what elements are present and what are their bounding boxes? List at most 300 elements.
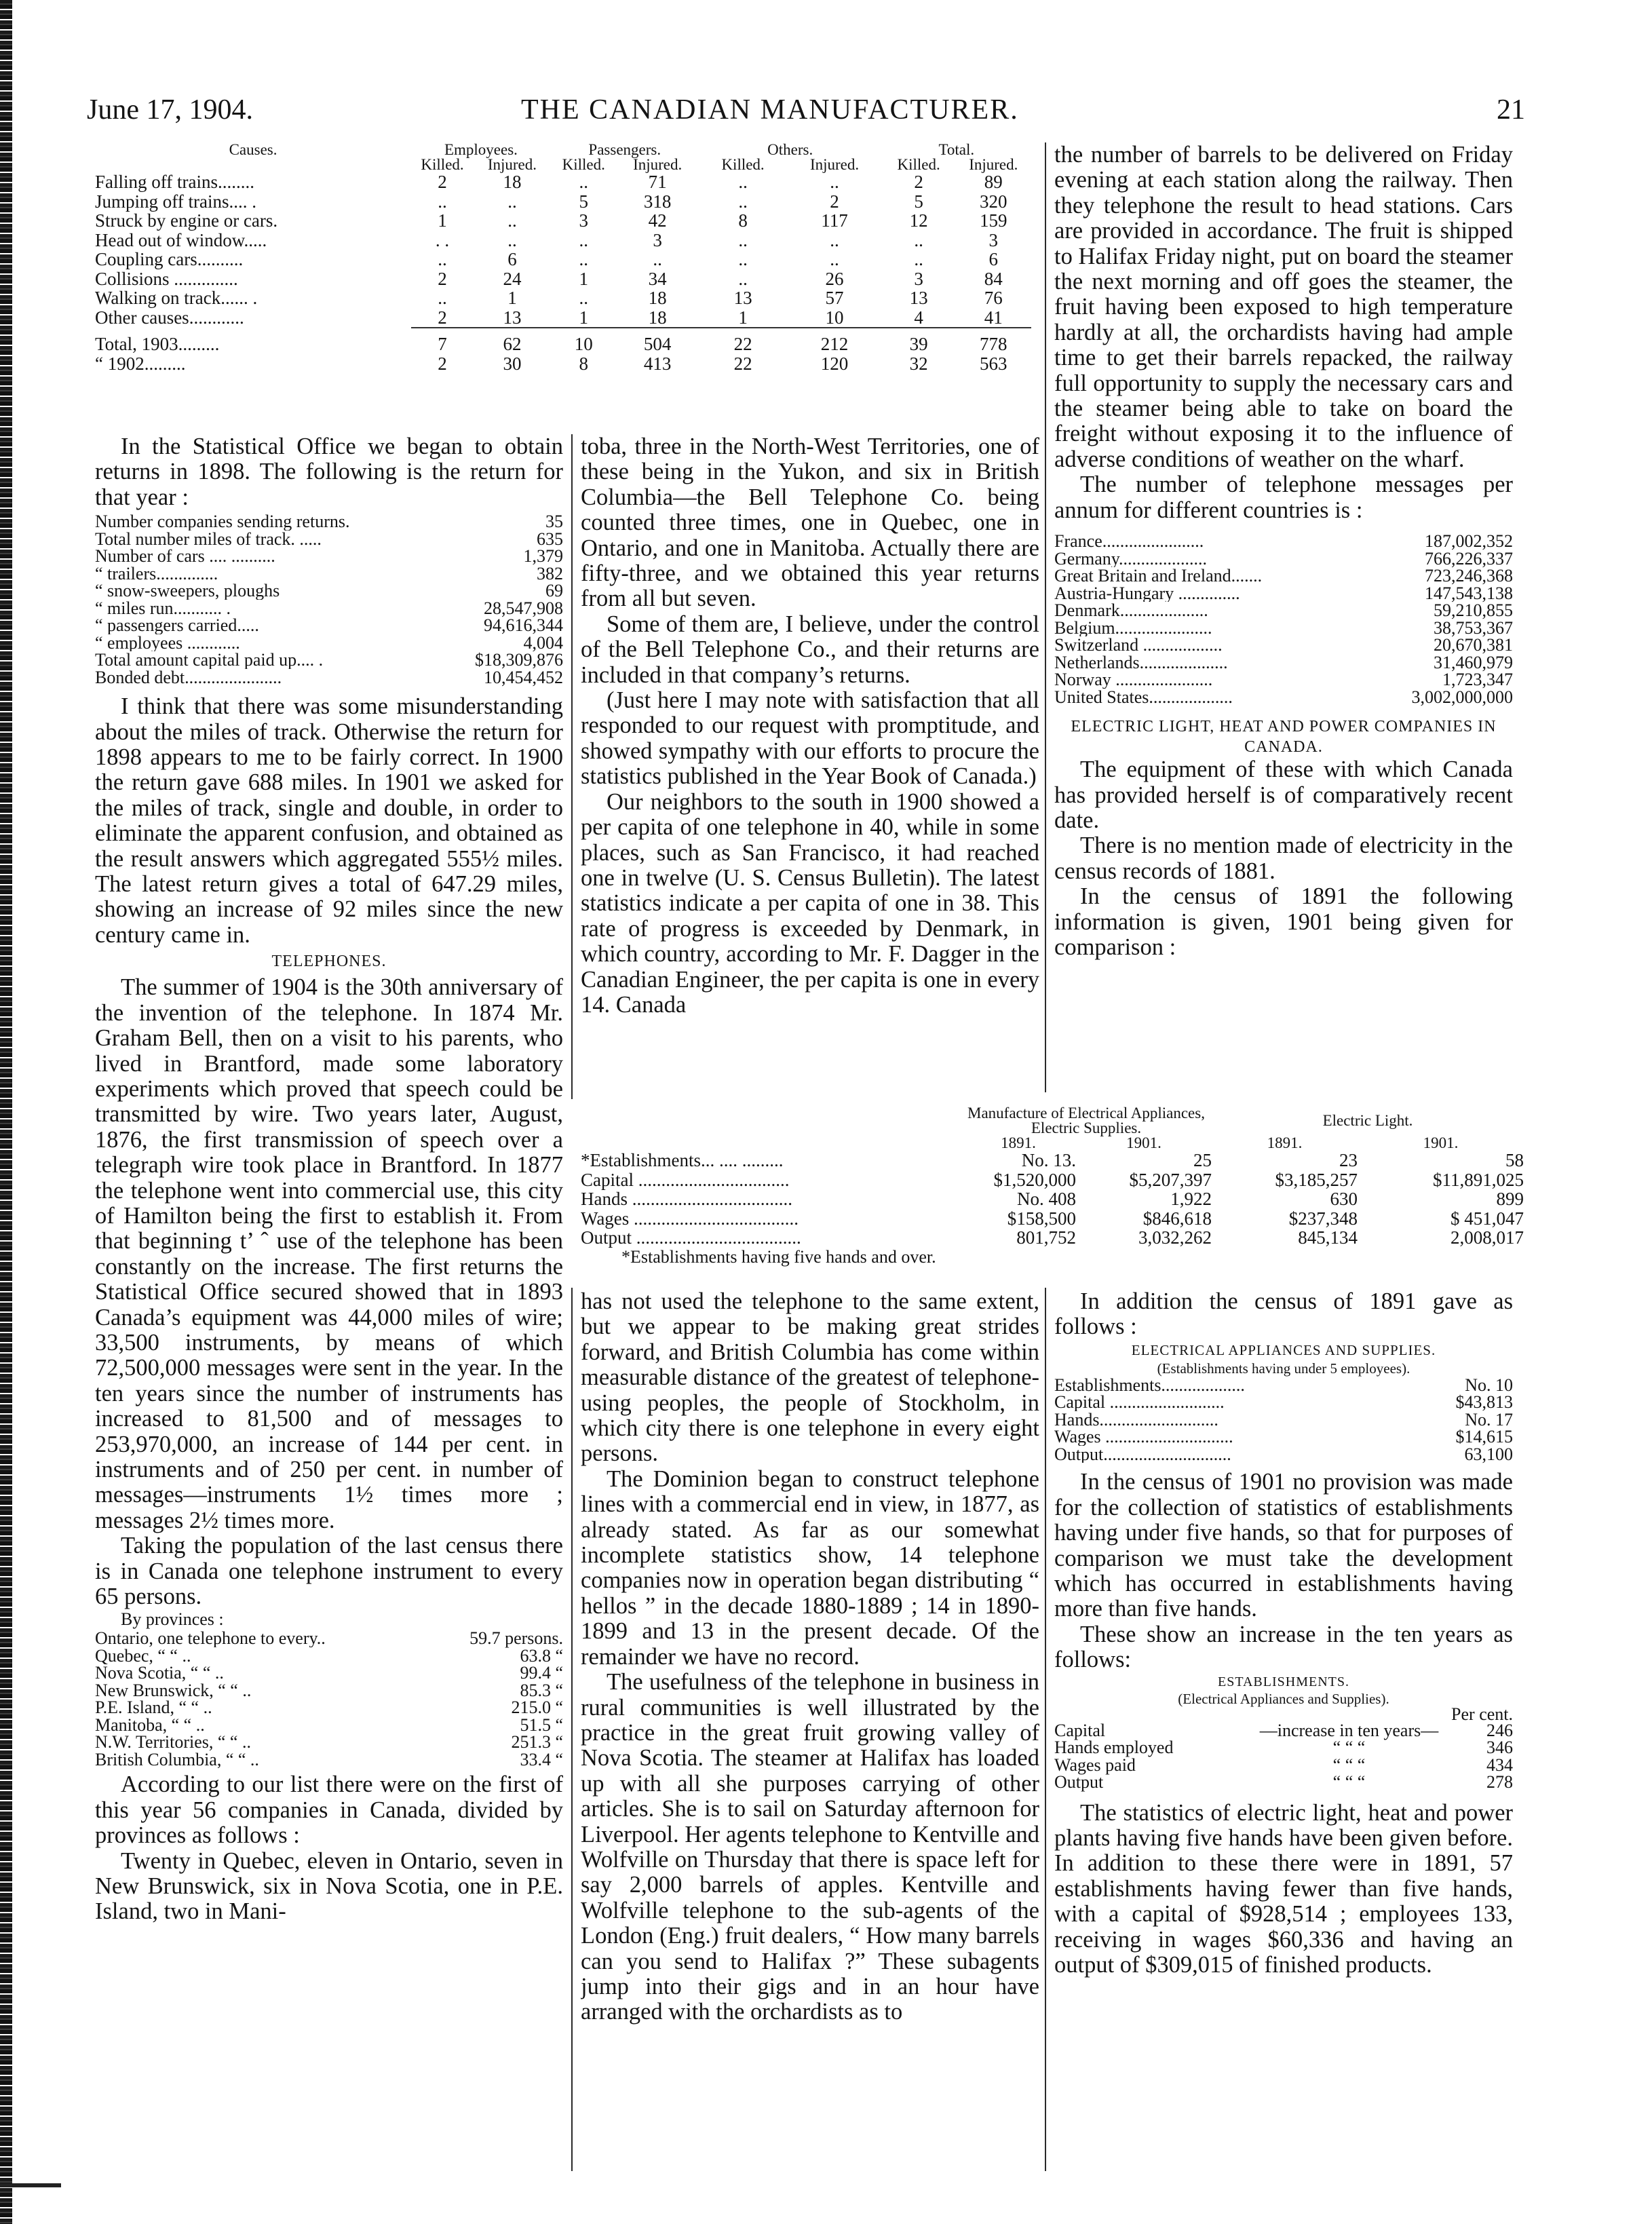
cell: $11,891,025	[1433, 1169, 1524, 1190]
item-value: 35	[545, 512, 563, 532]
paragraph: The Dominion began to construct telephone lines with a commercial end in view, in 1877, as already stated. As far as our somewhat incomplete statistics show, 14 telephone companies now in operation began distributing “ hellos ” in the decade 1880-1889 ; 14 in 1890-1899 and 13 in the present decade. Of the remainder we have no record.	[581, 1465, 1039, 1670]
cell: 13	[503, 307, 522, 328]
col-head: Total.	[938, 141, 975, 158]
province-label: Quebec, “ “ ..	[95, 1647, 191, 1665]
sub-head: Injured.	[487, 156, 537, 173]
cell: $1,520,000	[993, 1169, 1076, 1190]
cell: “ “ “	[1332, 1738, 1366, 1758]
list-item	[1054, 689, 1513, 706]
sub-head: Injured.	[633, 156, 683, 173]
item-label: Capital ..........................	[1054, 1394, 1225, 1411]
item-label: Output.............................	[1054, 1445, 1231, 1463]
row-label: Hands ...................................	[581, 1189, 792, 1209]
paragraph: I think that there was some misunderstanding about the miles of track. Otherwise the return for 1898 appears to me to be fairly correct. In 1900 the return gave 688 miles. In 1901 we asked for the miles of track, single and double, in order to eliminate the apparent confusion, and obtained as the result answers which aggregated 555½ miles. The latest return gives a total of 647.29 miles, showing an increase of 92 miles since the new century came in.	[95, 693, 563, 948]
province-value: 215.0 “	[511, 1698, 563, 1718]
cell: No. 13.	[1021, 1150, 1076, 1170]
item-value: 69	[545, 581, 563, 601]
sub-head: Killed.	[897, 156, 940, 173]
increase-row	[1054, 1722, 1513, 1740]
page-edge-scan	[0, 0, 12, 2224]
group-head: Electric Light.	[1322, 1112, 1413, 1129]
paragraph: Our neighbors to the south in 1900 showed a per capita of one telephone in 40, while in some places, such as San Francisco, it had reached one in twelve (U. S. Census Bulletin). The latest statistics indicate a per capita of one in 38. This rate of progress is exceeded by Denmark, in which country, according to Mr. F. Dagger in the Canadian Engineer, the per capita is one in every 14. Canada	[581, 788, 1039, 1018]
cell: ..	[830, 249, 839, 269]
item-value: 1,723,347	[1442, 670, 1513, 690]
item-value: 28,547,908	[484, 598, 563, 618]
cell: 22	[733, 334, 752, 354]
scan-artifact	[0, 2183, 61, 2187]
item-value: 31,460,979	[1434, 652, 1513, 672]
item-label: Number of cars .... ..........	[95, 548, 275, 565]
row-label: Output	[1054, 1772, 1104, 1792]
cell: 26	[825, 268, 844, 289]
item-label: Norway ......................	[1054, 671, 1213, 689]
cell: 30	[503, 353, 522, 374]
column-rule	[571, 434, 573, 1099]
header-date: June 17, 1904.	[87, 94, 253, 126]
list-item	[95, 651, 563, 669]
item-value: No. 10	[1465, 1375, 1513, 1395]
cell: ..	[579, 229, 588, 250]
province-row	[95, 1630, 563, 1647]
cell: ..	[830, 172, 839, 192]
item-label: Netherlands....................	[1054, 653, 1228, 672]
province-row	[95, 1733, 563, 1751]
cell: ..	[507, 191, 517, 212]
table-heading: ELECTRICAL APPLIANCES AND SUPPLIES.	[1131, 1341, 1436, 1358]
item-label: United States...................	[1054, 688, 1233, 706]
cell: ..	[914, 249, 923, 269]
item-label: Belgium......................	[1054, 619, 1212, 637]
item-value: $43,813	[1455, 1392, 1513, 1413]
table-row	[581, 1228, 1524, 1248]
cell: $3,185,257	[1275, 1169, 1358, 1190]
sub-head: Killed.	[562, 156, 605, 173]
item-value: 10,454,452	[484, 667, 563, 687]
sub-head: Killed.	[721, 156, 765, 173]
table-row	[95, 288, 1031, 308]
header-title: THE CANADIAN MANUFACTURER.	[521, 94, 1019, 126]
electrical-rows	[581, 1151, 1524, 1248]
table-subheading: (Electrical Appliances and Supplies).	[1178, 1690, 1389, 1707]
cell: 3	[579, 210, 588, 231]
cell: 41	[984, 307, 1003, 328]
list-item	[95, 669, 563, 687]
cell: 42	[648, 210, 667, 231]
table-row	[581, 1189, 1524, 1209]
causes-rows	[95, 172, 1031, 328]
electrical-census-table	[581, 1106, 1524, 1267]
list-item	[1054, 550, 1513, 568]
province-label: Nova Scotia, “ “ ..	[95, 1664, 224, 1682]
province-label: New Brunswick, “ “ ..	[95, 1681, 252, 1700]
cell: 71	[648, 172, 667, 192]
cell: 18	[503, 172, 522, 192]
list-item	[95, 582, 563, 600]
table-row	[581, 1151, 1524, 1170]
paragraph: According to our list there were on the first of this year 56 companies in Canada, divided by provinces as follows :	[95, 1771, 563, 1849]
sub-head: Injured.	[809, 156, 860, 173]
item-label: “ snow-sweepers, ploughs	[95, 582, 280, 600]
cell: 346	[1486, 1738, 1513, 1758]
item-label: Wages .............................	[1054, 1428, 1233, 1446]
table-row	[95, 192, 1031, 212]
province-row	[95, 1751, 563, 1769]
table-row	[95, 231, 1031, 250]
list-item	[1054, 1377, 1513, 1394]
cell: 246	[1486, 1720, 1513, 1740]
running-header	[87, 94, 1525, 134]
cell: 630	[1330, 1189, 1358, 1209]
province-value: 33.4 “	[520, 1749, 563, 1769]
cell: 5	[579, 191, 588, 212]
cell: ..	[914, 229, 923, 250]
item-value: 187,002,352	[1425, 531, 1513, 552]
item-label: France.......................	[1054, 533, 1204, 550]
cell: ..	[738, 249, 748, 269]
table-row	[581, 1209, 1524, 1229]
cell: ..	[438, 249, 447, 269]
cell: 2	[438, 307, 447, 328]
cell: —increase in ten years—	[1259, 1720, 1439, 1740]
province-label: British Columbia, “ “ ..	[95, 1750, 259, 1769]
item-label: Switzerland ..................	[1054, 636, 1223, 654]
accident-causes-table	[95, 142, 1031, 373]
item-value: No. 17	[1465, 1409, 1513, 1430]
paragraph: The number of telephone messages per annum for different countries is :	[1054, 472, 1513, 523]
item-label: Germany....................	[1054, 550, 1208, 568]
cell: 3,032,262	[1138, 1227, 1212, 1248]
paragraph: In addition the census of 1891 gave as follows :	[1054, 1289, 1513, 1340]
paragraph: The usefulness of the telephone in business in rural communities is well illustrated by the practice in the great fruit growing valley of Nova Scotia. The steamer at Halifax has loaded up with all she purposes carrying of other articles. She is to sail on Saturday afternoon for Liverpool. Her agents telephone to Kentville and Wolfville on Thursday that there is space left for say 2,000 barrels of apples. Kentville and Wolfville telephone to the sub-agents of the London (Eng.) fruit dealers, “ How many barrels can you send to Halifax ?” These subagents jump into their gigs and in an hour have arranged with the orchardists as to	[581, 1669, 1039, 2025]
section-heading: TELEPHONES.	[271, 953, 387, 971]
cell: 1,922	[1170, 1189, 1212, 1209]
row-label: Walking on track...... .	[95, 288, 258, 308]
item-label: Austria-Hungary ..............	[1054, 584, 1240, 602]
cell: 76	[984, 288, 1003, 308]
cell: 2	[438, 172, 447, 192]
paragraph: There is no mention made of electricity in the census records of 1881.	[1054, 832, 1513, 884]
cell: 1	[579, 268, 588, 289]
increase-row	[1054, 1774, 1513, 1791]
cell: 320	[980, 191, 1007, 212]
column-2-bottom	[581, 1289, 1039, 2178]
cell: 413	[643, 353, 672, 374]
item-value: 3,002,000,000	[1411, 687, 1513, 707]
cell: ..	[738, 191, 748, 212]
column-rule	[1045, 142, 1046, 1092]
list-item	[1054, 533, 1513, 550]
cell: ..	[738, 172, 748, 192]
paragraph: Some of them are, I believe, under the control of the Bell Telephone Co., and their returns are included in that company’s returns.	[581, 611, 1039, 688]
item-value: 59,210,855	[1434, 600, 1513, 621]
list-item	[95, 600, 563, 617]
cell: 7	[438, 334, 447, 354]
row-label: Coupling cars..........	[95, 249, 244, 269]
cell: 318	[643, 191, 672, 212]
paragraph: Twenty in Quebec, eleven in Ontario, seven in New Brunswick, six in Nova Scotia, one in P.E. Island, two in Mani-	[95, 1847, 563, 1925]
group-head: Manufacture of Electrical Appliances, Electric Supplies.	[967, 1105, 1205, 1136]
province-value: 99.4 “	[520, 1663, 563, 1683]
cell: 1	[507, 288, 517, 308]
province-row	[95, 1664, 563, 1682]
cell: 62	[503, 334, 522, 354]
cell: 39	[909, 334, 928, 354]
item-value: $18,309,876	[475, 650, 563, 670]
cell: 12	[909, 210, 928, 231]
appliances-list	[1054, 1377, 1513, 1463]
province-row	[95, 1714, 563, 1735]
subhead: By provinces :	[121, 1609, 224, 1630]
cell: ..	[507, 229, 517, 250]
row-label: Hands employed	[1054, 1738, 1174, 1758]
list-item	[1054, 1428, 1513, 1446]
cell: $237,348	[1288, 1208, 1358, 1229]
list-item	[1054, 1446, 1513, 1463]
province-value: 251.3 “	[511, 1732, 563, 1752]
row-label: Capital	[1054, 1720, 1106, 1740]
cell: 13	[909, 288, 928, 308]
table-row	[95, 250, 1031, 269]
cell: 24	[503, 268, 522, 289]
cell: “ “ “	[1332, 1772, 1366, 1792]
row-label: “ 1902.........	[95, 353, 186, 374]
page-number: 21	[1497, 94, 1525, 126]
table-row	[581, 1170, 1524, 1190]
table-row	[95, 211, 1031, 231]
column-2-top	[581, 434, 1039, 1096]
cell: 58	[1505, 1150, 1524, 1170]
cell: 801,752	[1016, 1227, 1076, 1248]
table-footnote: *Establishments having five hands and over.	[621, 1246, 936, 1267]
list-item	[1054, 1394, 1513, 1411]
returns-list	[95, 513, 563, 686]
cell: $5,207,397	[1129, 1169, 1212, 1190]
paragraph: (Just here I may note with satisfaction that all responded to our request with promptitude, and showed sympathy with our efforts to procure the statistics published in the Year Book of Canada.)	[581, 687, 1039, 790]
cell: 563	[980, 353, 1007, 374]
item-label: Number companies sending returns.	[95, 513, 350, 531]
increase-table	[1054, 1722, 1513, 1791]
paragraph: toba, three in the North-West Territories, one of these being in the Yukon, and six in British Columbia—the Bell Telephone Co. being counted three times, one in Quebec, one in Ontario, and one in Manitoba. Actually there are fifty-three, and we obtained this year returns from all but seven.	[581, 434, 1039, 612]
cell: 1	[438, 210, 447, 231]
cell: 2	[914, 172, 923, 192]
item-value: 63,100	[1464, 1444, 1513, 1464]
paragraph: has not used the telephone to the same extent, but we appear to be making great strides forward, and British Columbia has come within measurable distance of the greatest of telephone-using peoples, the people of Stockholm, in which city there is one telephone in every eight persons.	[581, 1289, 1039, 1467]
year-head: 1901.	[1126, 1134, 1161, 1151]
cell: ..	[438, 288, 447, 308]
cell: 2	[438, 268, 447, 289]
item-value: 147,543,138	[1425, 583, 1513, 603]
column-3-bottom	[1054, 1289, 1513, 2178]
item-label: “ trailers..............	[95, 564, 218, 583]
increase-row	[1054, 1757, 1513, 1774]
cell: 845,134	[1298, 1227, 1358, 1248]
cell: 1	[738, 307, 748, 328]
table-row	[95, 334, 1031, 354]
year-head: 1891.	[1267, 1134, 1303, 1151]
row-label: Jumping off trains.... .	[95, 191, 256, 212]
row-label: Other causes............	[95, 307, 244, 328]
paragraph: In the Statistical Office we began to obtain returns in 1898. The following is the return for that year :	[95, 434, 563, 510]
cell: 10	[574, 334, 593, 354]
province-value: 59.7 persons.	[469, 1628, 563, 1649]
cell: 18	[648, 307, 667, 328]
list-item	[1054, 585, 1513, 602]
row-label: Capital .................................	[581, 1169, 790, 1190]
increase-row	[1054, 1739, 1513, 1757]
item-value: 635	[537, 529, 563, 549]
cell: ..	[438, 191, 447, 212]
paragraph: The summer of 1904 is the 30th anniversary of the invention of the telephone. In 1874 Mr. Graham Bell, then on a visit to his parents, who lived in Brantford, made some laboratory experiments which proved that speech could be transmitted by wire. Two years later, August, 1876, the first transmission of speech over a telegraph wire took place in Brantford. In 1877 the telephone went into commercial use, this city of Hamilton being the first to establish it. From that beginning t’ ˆ use of the telephone has been constantly on the increase. The first returns the Statistical Office secured showed that in 1893 Canada’s equipment was 44,000 miles of wire; 33,500 instruments, by means of which 72,500,000 messages were sent in the year. In the ten years since the number of instruments has increased to 81,500 and of messages to 253,970,000, an increase of 144 per cent. in instruments and of 250 per cent. in number of messages—instruments 1½ times more ; messages 2½ times more.	[95, 974, 563, 1533]
list-item	[95, 531, 563, 548]
table-row	[95, 354, 1031, 374]
col-head: Passengers.	[588, 141, 661, 158]
paragraph: In the census of 1891 the following information is given, 1901 being given for comparison :	[1054, 883, 1513, 960]
paragraph: The statistics of electric light, heat and power plants having five hands have been given before. In addition to these there were in 1891, 57 establishments having fewer than five hands, with a capital of $928,514 ; employees 133, receiving in wages $60,336 and having an output of $309,015 of finished products.	[1054, 1799, 1513, 1978]
cell: ..	[738, 268, 748, 289]
item-label: Bonded debt......................	[95, 668, 282, 687]
column-1	[95, 434, 563, 2171]
provinces-list	[95, 1630, 563, 1768]
list-item	[1054, 602, 1513, 619]
item-label: Denmark....................	[1054, 602, 1208, 619]
column-3-top	[1054, 142, 1513, 1099]
table-row	[95, 308, 1031, 328]
column-rule	[1045, 1288, 1046, 2171]
cell: 8	[579, 353, 588, 374]
item-label: Great Britain and Ireland.......	[1054, 567, 1263, 585]
cell: ..	[507, 210, 517, 231]
list-item	[1054, 619, 1513, 637]
cell: 57	[825, 288, 844, 308]
row-label: Total, 1903.........	[95, 334, 220, 354]
list-item	[1054, 654, 1513, 672]
cell: ..	[579, 288, 588, 308]
list-item	[1054, 636, 1513, 654]
cell: 117	[821, 210, 848, 231]
item-value: 1,379	[523, 546, 563, 567]
item-value: 4,004	[523, 632, 563, 653]
cell: 8	[738, 210, 748, 231]
percent-label: Per cent.	[1451, 1704, 1513, 1724]
paragraph: In the census of 1901 no provision was made for the collection of statistics of establishments having under five hands, so that for purposes of comparison we must take the development which has occurred in establishments having more than five hands.	[1054, 1469, 1513, 1622]
cell: 2,008,017	[1451, 1227, 1524, 1248]
cell: 10	[825, 307, 844, 328]
paragraph: The equipment of these with which Canada has provided herself is of comparatively recent date.	[1054, 756, 1513, 833]
cell: ..	[653, 249, 662, 269]
item-value: 382	[537, 563, 563, 583]
paragraph: Taking the population of the last census there is in Canada one telephone instrument to every 65 persons.	[95, 1533, 563, 1610]
province-label: Manitoba, “ “ ..	[95, 1716, 205, 1734]
item-label: Total amount capital paid up.... .	[95, 651, 324, 669]
list-item	[95, 513, 563, 531]
list-item	[1054, 671, 1513, 689]
cell: ..	[738, 229, 748, 250]
table-row	[95, 172, 1031, 192]
row-label: Struck by engine or cars.	[95, 210, 278, 231]
row-label: Head out of window.....	[95, 229, 267, 250]
sub-head: Killed.	[421, 156, 464, 173]
province-label: P.E. Island, “ “ ..	[95, 1699, 212, 1717]
cell: 84	[984, 268, 1003, 289]
list-item	[1054, 1411, 1513, 1429]
cell: 159	[980, 210, 1007, 231]
list-item	[95, 565, 563, 583]
cell: $ 451,047	[1451, 1208, 1524, 1229]
cell: 3	[653, 229, 662, 250]
cell: No. 408	[1017, 1189, 1076, 1209]
item-value: 766,226,337	[1425, 548, 1513, 569]
section-heading: ELECTRIC LIGHT, HEAT AND POWER COMPANIES IN CANADA.	[1071, 718, 1497, 756]
row-label: Wages ....................................	[581, 1208, 799, 1229]
year-head: 1891.	[1001, 1134, 1036, 1151]
cell: 89	[984, 172, 1003, 192]
list-item	[95, 634, 563, 652]
table-subheading: (Establishments having under 5 employees).	[1157, 1360, 1410, 1377]
cell: 25	[1193, 1150, 1212, 1170]
cell: 34	[648, 268, 667, 289]
cell: 32	[909, 353, 928, 374]
cell: 2	[438, 353, 447, 374]
item-value: 38,753,367	[1434, 617, 1513, 638]
causes-totals	[95, 334, 1031, 373]
col-head: Causes.	[229, 141, 277, 158]
countries-list	[1054, 533, 1513, 706]
item-label: Establishments...................	[1054, 1376, 1245, 1394]
year-head: 1901.	[1423, 1134, 1459, 1151]
row-label: *Establishments... .... .........	[581, 1150, 784, 1170]
item-value: $14,615	[1455, 1427, 1513, 1447]
cell: “ “ “	[1332, 1755, 1366, 1775]
table-heading: ESTABLISHMENTS.	[1218, 1674, 1349, 1689]
cell: 6	[988, 249, 999, 269]
item-label: Hands...........................	[1054, 1411, 1218, 1429]
cell: 22	[733, 353, 752, 374]
cell: ..	[579, 172, 588, 192]
cell: 278	[1486, 1772, 1513, 1792]
cell: 6	[507, 249, 517, 269]
cell: 778	[980, 334, 1007, 354]
cell: 120	[820, 353, 849, 374]
cell: 4	[914, 307, 923, 328]
item-value: 94,616,344	[484, 615, 563, 636]
cell: 3	[914, 268, 923, 289]
cell: ..	[830, 229, 839, 250]
list-item	[1054, 567, 1513, 585]
item-value: 20,670,381	[1434, 635, 1513, 655]
item-value: 723,246,368	[1425, 566, 1513, 586]
row-label: Wages paid	[1054, 1755, 1136, 1775]
cell: 899	[1496, 1189, 1524, 1209]
cell: 3	[988, 229, 999, 250]
column-rule	[571, 1288, 573, 2171]
list-item	[95, 617, 563, 634]
cell: 13	[733, 288, 752, 308]
cell: 2	[830, 191, 839, 212]
cell: . .	[435, 229, 450, 250]
cell: 5	[914, 191, 923, 212]
cell: ..	[579, 249, 588, 269]
item-label: Total number miles of track. .....	[95, 530, 322, 548]
province-value: 63.8 “	[520, 1645, 563, 1666]
province-label: N.W. Territories, “ “ ..	[95, 1733, 251, 1751]
row-label: Collisions ..............	[95, 268, 238, 289]
cell: 504	[643, 334, 672, 354]
row-label: Falling off trains........	[95, 172, 254, 192]
list-item	[95, 548, 563, 565]
cell: 434	[1486, 1755, 1513, 1775]
province-row	[95, 1647, 563, 1665]
province-value: 85.3 “	[520, 1680, 563, 1700]
